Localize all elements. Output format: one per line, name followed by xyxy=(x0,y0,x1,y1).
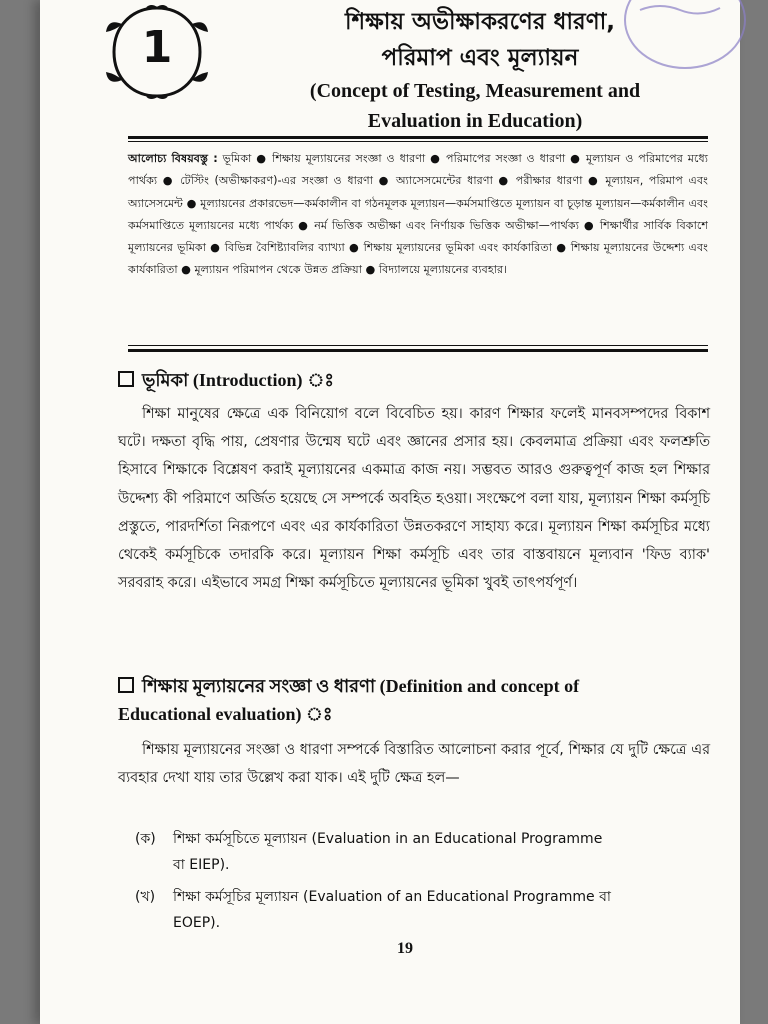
syllabus-box xyxy=(128,148,708,282)
title-en-line-1: (Concept of Testing, Measurement and xyxy=(309,80,641,102)
list-item xyxy=(135,884,710,936)
definition-heading xyxy=(118,672,710,728)
definition-paragraph: শিক্ষায় মূল্যায়নের সংজ্ঞা ও ধারণা সম্পর্কে বিস্তারিত আলোচনা করার পূর্বে, শিক্ষার যে দুটি ক্ষেত্রে এর ব্যবহার দেখা যায় তার উল্লেখ করা যাক। এই দুটি ক্ষেত্র হল— xyxy=(118,742,710,787)
syllabus-top-rule xyxy=(128,136,708,139)
syllabus-text: ভূমিকা ● শিক্ষায় মূল্যায়নের সংজ্ঞা ও ধারণা ● পরিমাপের সংজ্ঞা ও ধারণা ● মূল্যায়ন ও পরিমাপের মধ্যে পার্থক্য ● টেস্টিং (অভীক্ষাকরণ)-এর সংজ্ঞা ও ধারণা ● অ্যাসেসমেন্টের ধারণা ● পরীক্ষার ধারণা ● মূল্যায়ন, পরিমাপ এবং অ্যাসেসমেন্ট ● মূল্যায়নের প্রকারভেদ—কর্মকালীন বা গঠনমূলক মূল্যায়ন—কর্মসমাপ্তিতে মূল্যায়ন বা চূড়ান্ত মূল্যায়ন—কর্মকালীন এবং কর্মসমাপ্তিতে মূল্যায়নের মধ্যে পার্থক্য ● নর্ম ভিত্তিক অভীক্ষা এবং নির্ণায়ক ভিত্তিক অভীক্ষা—পার্থক্য ● শিক্ষার্থীর সার্বিক বিকাশে মূল্যায়নের ভূমিকা ● বিভিন্ন বৈশিষ্ট্যাবলির ব্যাখ্যা ● শিক্ষায় মূল্যায়নের ভূমিকা এবং কার্যকারিতা ● শিক্ষায় মূল্যায়নের উদ্দেশ্য এবং কার্যকারিতা ● মূল্যায়ন পরিমাপন থেকে উন্নত প্রক্রিয়া ● বিদ্যালয়ে মূল্যায়নের ব্যবহার। xyxy=(128,152,708,277)
syllabus-bottom-rule xyxy=(128,349,708,352)
definition-heading-line-1: শিক্ষায় মূল্যায়নের সংজ্ঞা ও ধারণা (Definition and concept of xyxy=(142,676,580,696)
list-item-marker: (ক) xyxy=(135,831,156,847)
checkbox-square-icon xyxy=(118,371,134,387)
chapter-badge xyxy=(102,4,212,100)
chapter-title-bengali xyxy=(250,4,710,76)
syllabus-top-rule-thin xyxy=(128,141,708,142)
syllabus-lead: আলোচ্য বিষয়বস্তু : xyxy=(128,152,218,165)
list-item-marker: (খ) xyxy=(135,889,156,905)
title-bn-line-2: পরিমাপ এবং মূল্যায়ন xyxy=(381,45,579,71)
title-en-line-2: Evaluation in Education) xyxy=(367,110,583,132)
title-bn-line-1: শিক্ষায় অভীক্ষাকরণের ধারণা, xyxy=(344,9,616,35)
chapter-title-english xyxy=(235,76,715,136)
page-number: 19 xyxy=(397,940,413,957)
book-page xyxy=(40,0,740,1024)
introduction-paragraph: শিক্ষা মানুষের ক্ষেত্রে এক বিনিয়োগ বলে বিবেচিত হয়। কারণ শিক্ষার ফলেই মানবসম্পদের বিকাশ ঘটে। দক্ষতা বৃদ্ধি পায়, প্রেষণার উন্মেষ ঘটে এবং জ্ঞানের প্রসার হয়। কেবলমাত্র প্রক্রিয়া এবং ফলশ্রুতি হিসাবে শিক্ষাকে বিশ্লেষণ করাই মূল্যায়নের একমাত্র কাজ নয়। সম্ভবত আরও গুরুত্বপূর্ণ কাজ হল শিক্ষার উদ্দেশ্য কী পরিমাণে অর্জিত হয়েছে সে সম্পর্কে অবহিত হওয়া। সংক্ষেপে বলা যায়, মূল্যায়ন শিক্ষা কর্মসূচি প্রস্তুতে, পারদর্শিতা নিরূপণে এবং এর কার্যকারিতা উন্নতকরণে সাহায্য করে। মূল্যায়ন শিক্ষা কর্মসূচির মধ্যে থেকেই কর্মসূচিকে তদারকি করে। মূল্যায়ন শিক্ষা কর্মসূচি এবং তার বাস্তবায়নে মূল্যবান 'ফিড ব্যাক' সরবরাহ করে। এইভাবে সমগ্র শিক্ষা কর্মসূচিতে মূল্যায়নের ভূমিকা খুবই তাৎপর্যপূর্ণ। xyxy=(118,406,710,592)
checkbox-square-icon xyxy=(118,677,134,693)
list-item-text: শিক্ষা কর্মসূচির মূল্যায়ন (Evaluation of an Educational Programme বা xyxy=(173,889,611,905)
chapter-number: 1 xyxy=(141,22,173,73)
list-item-continuation: বা EIEP). xyxy=(173,857,230,873)
syllabus-bottom-rule-thin xyxy=(128,345,708,346)
definition-heading-line-2: Educational evaluation) ঃ xyxy=(118,704,333,724)
introduction-heading-text: ভূমিকা (Introduction) ঃ xyxy=(142,370,334,390)
list-item-text: শিক্ষা কর্মসূচিতে মূল্যায়ন (Evaluation in an Educational Programme xyxy=(173,831,603,847)
list-item xyxy=(135,826,710,878)
introduction-heading xyxy=(118,366,334,394)
list-item-continuation: EOEP). xyxy=(173,915,221,931)
